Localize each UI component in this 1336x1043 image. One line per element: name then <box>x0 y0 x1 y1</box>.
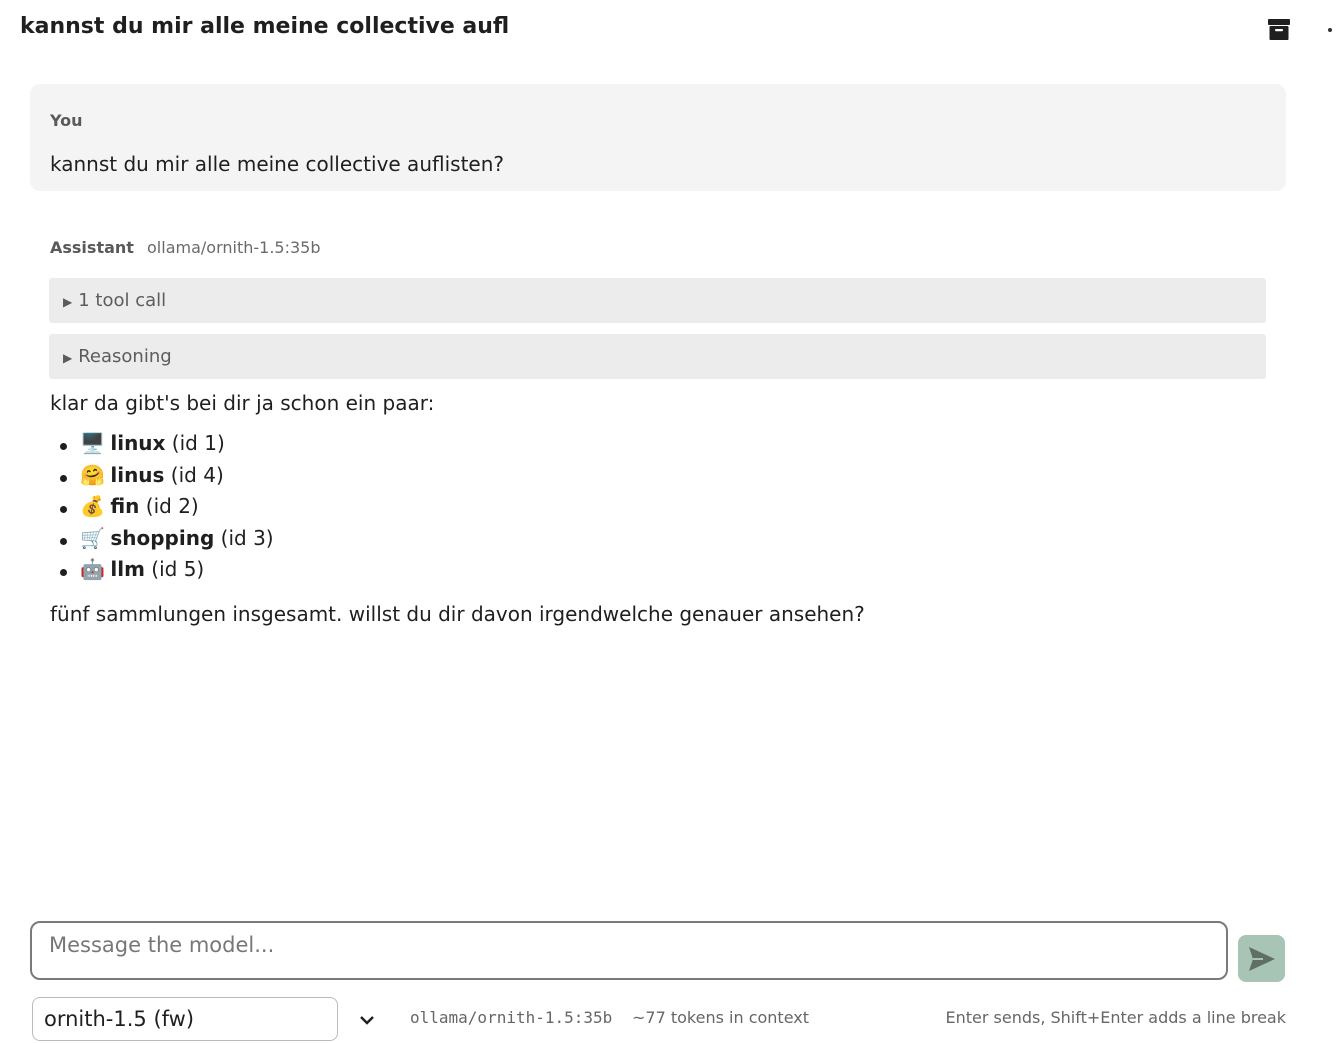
more-dot-icon <box>1328 28 1332 32</box>
conversation-title: kannst du mir alle meine collective aufl <box>20 14 510 39</box>
collective-emoji: 🛒 <box>80 525 105 550</box>
list-item <box>50 526 274 558</box>
reasoning-toggle[interactable] <box>49 334 1266 379</box>
header <box>0 0 1336 60</box>
user-role-label: You <box>50 111 83 130</box>
list-item <box>50 463 274 495</box>
bullet-icon <box>60 506 67 513</box>
collective-id: (id 5) <box>144 557 205 581</box>
user-message-text: kannst du mir alle meine collective auflisten? <box>50 152 505 176</box>
reasoning-label: Reasoning <box>78 346 172 367</box>
reasoning-summary <box>63 346 172 367</box>
model-select[interactable] <box>32 997 338 1041</box>
list-item <box>50 431 274 463</box>
collective-name: linus <box>110 462 165 487</box>
assistant-role-label: Assistant <box>50 238 134 257</box>
chevron-down-icon[interactable] <box>358 1012 376 1026</box>
expand-triangle-icon: ▶ <box>63 351 73 365</box>
model-select-value: ornith-1.5 (fw) <box>44 1007 195 1031</box>
assistant-header <box>50 238 321 257</box>
bullet-icon <box>60 538 67 545</box>
assistant-intro-text: klar da gibt's bei dir ja schon ein paar: <box>50 391 435 415</box>
expand-triangle-icon: ▶ <box>63 295 73 309</box>
collective-name: shopping <box>110 525 215 550</box>
token-count: ~77 tokens in context <box>632 1008 809 1027</box>
collective-id: (id 2) <box>139 494 199 518</box>
tool-call-summary <box>63 290 166 311</box>
tool-call-label: 1 tool call <box>78 290 167 311</box>
collective-name: linux <box>110 431 166 455</box>
tool-call-toggle[interactable] <box>49 278 1266 323</box>
message-input-placeholder: Message the model... <box>49 933 275 957</box>
more-options-button[interactable] <box>1326 27 1334 35</box>
model-id-label: ollama/ornith-1.5:35b <box>410 1008 613 1027</box>
collective-emoji: 🤗 <box>80 462 105 487</box>
archive-button[interactable] <box>1266 16 1292 42</box>
collective-emoji: 💰 <box>80 494 105 518</box>
collective-emoji: 🤖 <box>80 557 105 581</box>
collective-id: (id 3) <box>214 525 274 550</box>
assistant-model-label: ollama/ornith-1.5:35b <box>147 238 321 257</box>
archive-icon <box>1266 16 1292 42</box>
send-icon <box>1247 945 1277 973</box>
bullet-icon <box>60 443 67 450</box>
bullet-icon <box>60 569 67 576</box>
send-button[interactable] <box>1238 935 1285 982</box>
user-message <box>30 84 1286 191</box>
keyboard-hint: Enter sends, Shift+Enter adds a line break <box>945 1008 1286 1027</box>
collective-list <box>50 431 274 589</box>
bullet-icon <box>60 475 67 482</box>
collective-emoji: 🖥️ <box>80 431 105 455</box>
assistant-outro-text: fünf sammlungen insgesamt. willst du dir davon irgendwelche genauer ansehen? <box>50 602 865 626</box>
list-item <box>50 557 274 589</box>
collective-id: (id 1) <box>165 431 225 455</box>
list-item <box>50 494 274 526</box>
message-input[interactable] <box>30 921 1228 980</box>
collective-name: fin <box>110 494 140 518</box>
collective-name: llm <box>110 557 145 581</box>
collective-id: (id 4) <box>164 462 224 487</box>
